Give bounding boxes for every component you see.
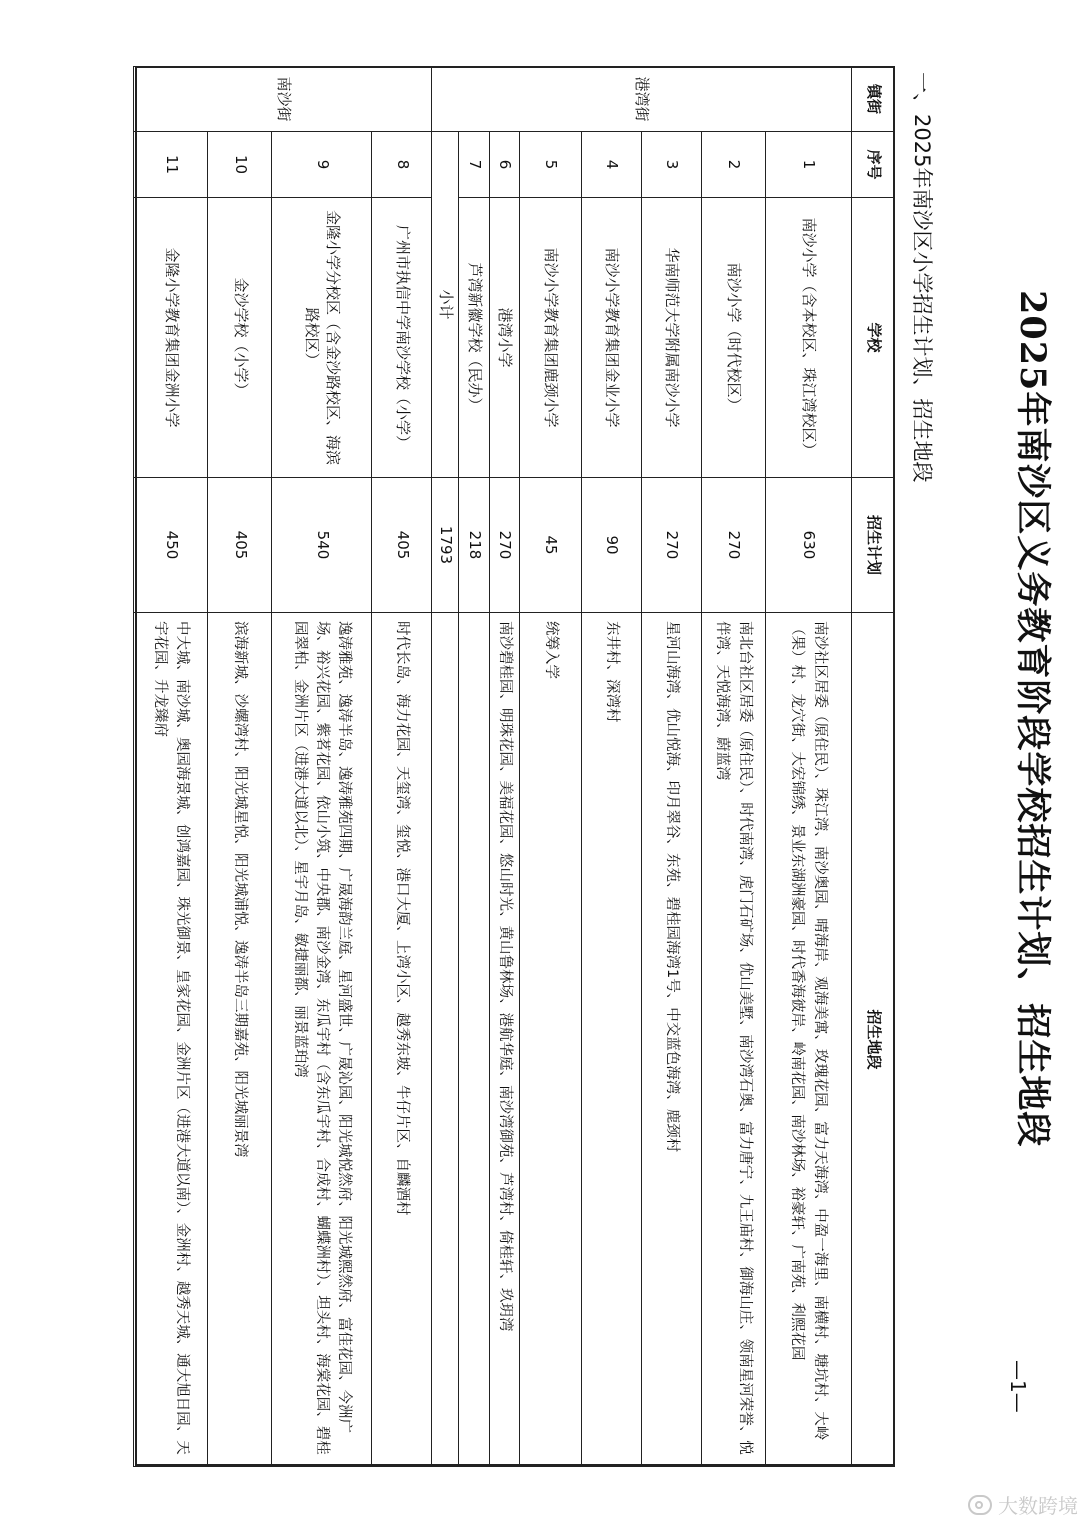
row-zone: 滨海新城、沙螺湾村、阳光城星悦、阳光城浦悦、逸涛半岛三期嘉苑、阳光城丽景湾 — [208, 613, 272, 1467]
row-school: 港湾小学 — [490, 198, 520, 478]
row-index: 7 — [459, 132, 490, 198]
row-school: 金沙学校（小学） — [208, 198, 272, 478]
row-plan: 630 — [766, 478, 852, 613]
row-index: 11 — [134, 132, 208, 198]
header-index: 序号 — [852, 132, 895, 198]
row-school: 南沙小学（含本校区、珠江湾校区） — [766, 198, 852, 478]
row-plan: 90 — [582, 478, 642, 613]
town-cell-gangwan: 港湾街 — [432, 67, 852, 132]
row-zone: 中大城、南沙城、奥园海景城、创鸿嘉园、珠光御景、皇家花园、金洲片区（进港大道以南）、金洲村、越秀天城、通大旭日园、天宇花园、升龙臻府 — [134, 613, 208, 1467]
row-plan: 405 — [372, 478, 432, 613]
row-school: 南沙小学（时代校区） — [702, 198, 766, 478]
row-plan: 218 — [459, 478, 490, 613]
row-plan: 270 — [642, 478, 702, 613]
row-index: 9 — [272, 132, 372, 198]
watermark-text: 大数跨境 — [998, 1494, 1078, 1518]
row-index: 1 — [766, 132, 852, 198]
row-school: 金隆小学教育集团金洲小学 — [134, 198, 208, 478]
row-school: 金隆小学分校区（含金沙路校区、海滨路校区） — [272, 198, 372, 478]
row-zone: 南沙碧桂园、明珠花园、美福花园、悠山时光、黄山鲁林场、港航华庭、南沙湾御苑、芦湾村、倚桂轩、玖玥湾 — [490, 613, 520, 1467]
watermark-logo-icon — [968, 1495, 992, 1515]
row-index: 10 — [208, 132, 272, 198]
header-school: 学校 — [852, 198, 895, 478]
row-index: 5 — [520, 132, 582, 198]
row-school: 南沙小学教育集团金业小学 — [582, 198, 642, 478]
row-index: 3 — [642, 132, 702, 198]
header-zone: 招生地段 — [852, 613, 895, 1467]
row-school: 芦湾新徽学校（民办） — [459, 198, 490, 478]
row-school: 南沙小学教育集团鹿颈小学 — [520, 198, 582, 478]
watermark — [968, 1490, 1078, 1519]
subtotal-label: 小计 — [432, 132, 459, 478]
row-school: 华南师范大学附属南沙小学 — [642, 198, 702, 478]
row-plan: 450 — [134, 478, 208, 613]
row-index: 2 — [702, 132, 766, 198]
header-plan: 招生计划 — [852, 478, 895, 613]
header-town: 镇街 — [852, 67, 895, 132]
row-zone: 东井村、深湾村 — [582, 613, 642, 1467]
row-plan: 270 — [702, 478, 766, 613]
subtotal-plan: 1793 — [432, 478, 459, 613]
row-plan: 540 — [272, 478, 372, 613]
table-frame — [135, 66, 895, 1466]
row-zone: 时代长岛、海力花园、天玺湾、玺悦、港口大厦、上湾小区、越秀东坡、牛仔片区、自麟酒村 — [372, 613, 432, 1467]
row-index: 6 — [490, 132, 520, 198]
row-zone: 星河山海湾、优山悦海、印月翠谷、东苑、碧桂园海湾1号、中交蓝色海湾、鹿颈村 — [642, 613, 702, 1467]
row-index: 8 — [372, 132, 432, 198]
row-plan: 270 — [490, 478, 520, 613]
row-zone: 统筹入学 — [520, 613, 582, 1467]
row-zone: 南沙社区居委（原住民）、珠江湾、南沙奥园、晴海岸、观海美寓、玫瑰花园、富力天海湾、中盈一海里、南横村、塘坑村、大岭（果）村、龙穴街、大宏锦绣、景业东湖洲豪园、时代香海彼岸、岭南花园、南沙林场、裕豪轩、广南苑、利熙花园 — [766, 613, 852, 1467]
town-cell-nansha: 南沙街 — [134, 67, 432, 132]
row-index: 4 — [582, 132, 642, 198]
row-zone: 南北台社区居委（原住民）、时代南湾、虎门石矿场、优山美墅、南沙湾石奥、富力唐宁、九王庙村、御海山庄、领南星河荣誉、悦伴湾、天悦海湾、蔚蓝湾 — [702, 613, 766, 1467]
row-plan: 45 — [520, 478, 582, 613]
row-plan: 405 — [208, 478, 272, 613]
row-zone: 逸涛雅苑、逸涛半岛、逸涛雅苑四期、广晟海韵兰庭、星河盛世、广晟沁园、阳光城悦然府、阳光城熙然府、富佳花园、今洲广场、裕兴花园、紫茗花园、依山小筑、中央郡、南沙金湾、东瓜宇村（含东瓜宇村、合成村、蝴蝶洲村）、坦头村、海棠花园、碧桂园翠柏、金洲片区（进港大道以北）、星宇月岛、敏捷丽都、丽景蓝珀湾 — [272, 613, 372, 1467]
row-school: 广州市执信中学南沙学校（小学） — [372, 198, 432, 478]
document-title: 2025年南沙区义务教育阶段学校招生计划、招生地段 — [1012, 290, 1053, 1148]
page-number: —1— — [1006, 1360, 1030, 1413]
section-title: 一、2025年南沙区小学招生计划、招生地段 — [910, 72, 934, 483]
